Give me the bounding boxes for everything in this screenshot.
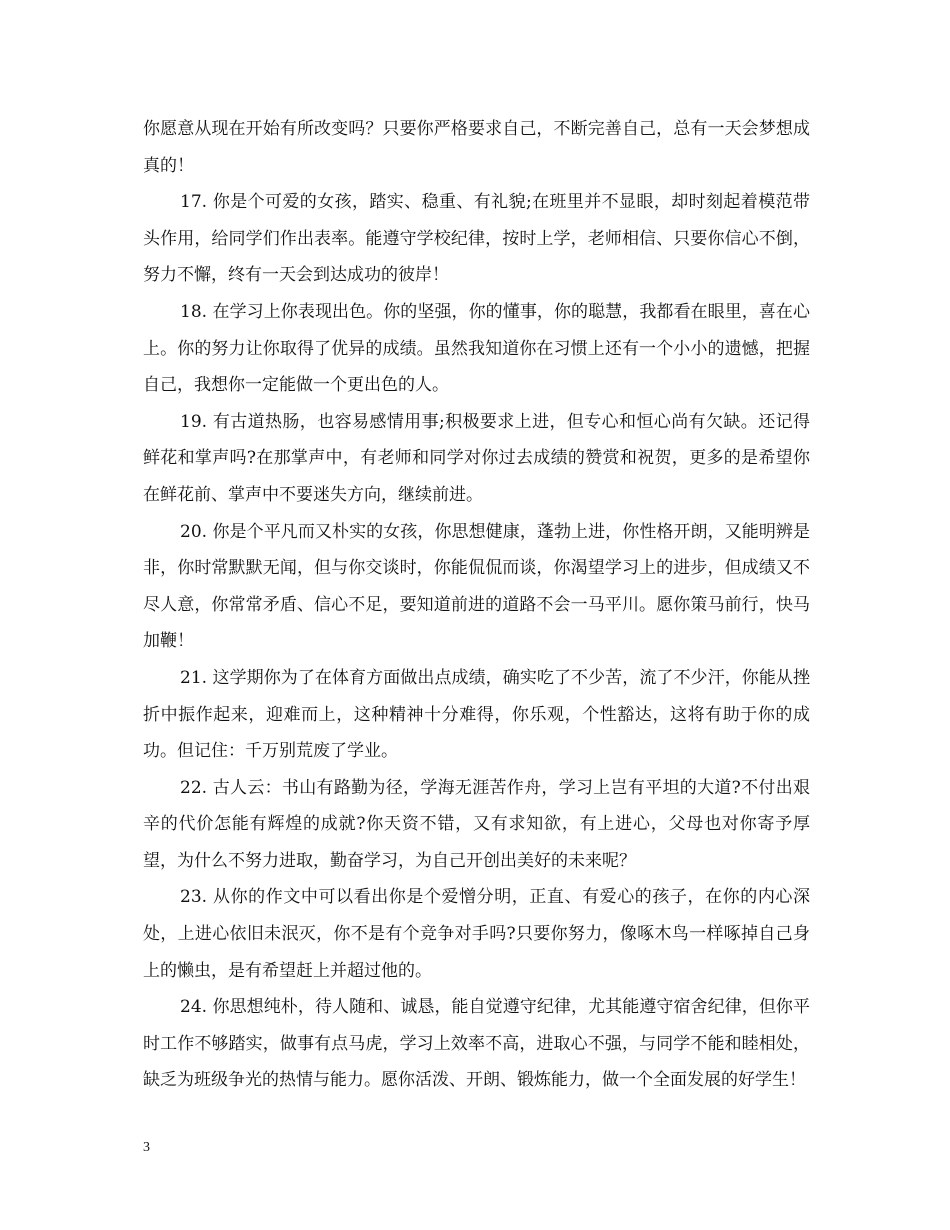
paragraph-comment-23: 23. 从你的作文中可以看出你是个爱憎分明，正直、有爱心的孩子，在你的内心深处，上进心依旧未泯灭，你不是有个竞争对手吗?只要你努力，像啄木鸟一样啄掉自己身上的懒虫，是有希望赶上并超过他的。 (143, 887, 810, 981)
paragraph-comment-19: 19. 有古道热肠，也容易感情用事;积极要求上进，但专心和恒心尚有欠缺。还记得鲜花和掌声吗?在那掌声中，有老师和同学对你过去成绩的赞赏和祝贺，更多的是希望你在鲜花前、掌声中不要迷失方向，继续前进。 (143, 411, 810, 505)
paragraph-comment-22: 22. 古人云：书山有路勤为径，学海无涯苦作舟，学习上岂有平坦的大道?不付出艰辛的代价怎能有辉煌的成就?你天资不错，又有求知欲，有上进心，父母也对你寄予厚望，为什么不努力进取，勤奋学习，为自己开创出美好的未来呢？ (143, 777, 810, 871)
paragraph-comment-20: 20. 你是个平凡而又朴实的女孩，你思想健康，蓬勃上进，你性格开朗，又能明辨是非，你时常默默无闻，但与你交谈时，你能侃侃而谈，你渴望学习上的进步，但成绩又不尽人意，你常常矛盾、信心不足，要知道前进的道路不会一马平川。愿你策马前行，快马加鞭！ (143, 521, 810, 652)
paragraph-comment-17: 17. 你是个可爱的女孩，踏实、稳重、有礼貌;在班里并不显眼，却时刻起着模范带头作用，给同学们作出表率。能遵守学校纪律，按时上学，老师相信、只要你信心不倒，努力不懈，终有一天会到达成功的彼岸！ (143, 192, 810, 286)
paragraph-comment-21: 21. 这学期你为了在体育方面做出点成绩，确实吃了不少苦，流了不少汗，你能从挫折中振作起来，迎难而上，这种精神十分难得，你乐观，个性豁达，这将有助于你的成功。但记住：千万别荒废了学业。 (143, 667, 810, 762)
page-number: 3 (143, 1140, 150, 1155)
paragraph-comment-18: 18. 在学习上你表现出色。你的坚强，你的懂事，你的聪慧，我都看在眼里，喜在心上。你的努力让你取得了优异的成绩。虽然我知道你在习惯上还有一个小小的遗憾，把握自己，我想你一定能做一个更出色的人。 (143, 301, 810, 396)
document-body (143, 111, 810, 1099)
paragraph-comment-24: 24. 你思想纯朴，待人随和、诚恳，能自觉遵守纪律，尤其能遵守宿舍纪律，但你平时工作不够踏实，做事有点马虎，学习上效率不高，进取心不强，与同学不能和睦相处，缺乏为班级争光的热情与能力。愿你活泼、开朗、锻炼能力，做一个全面发展的好学生！ (143, 997, 810, 1091)
paragraph-continuation: 你愿意从现在开始有所改变吗？只要你严格要求自己，不断完善自己，总有一天会梦想成真的！ (143, 119, 810, 176)
